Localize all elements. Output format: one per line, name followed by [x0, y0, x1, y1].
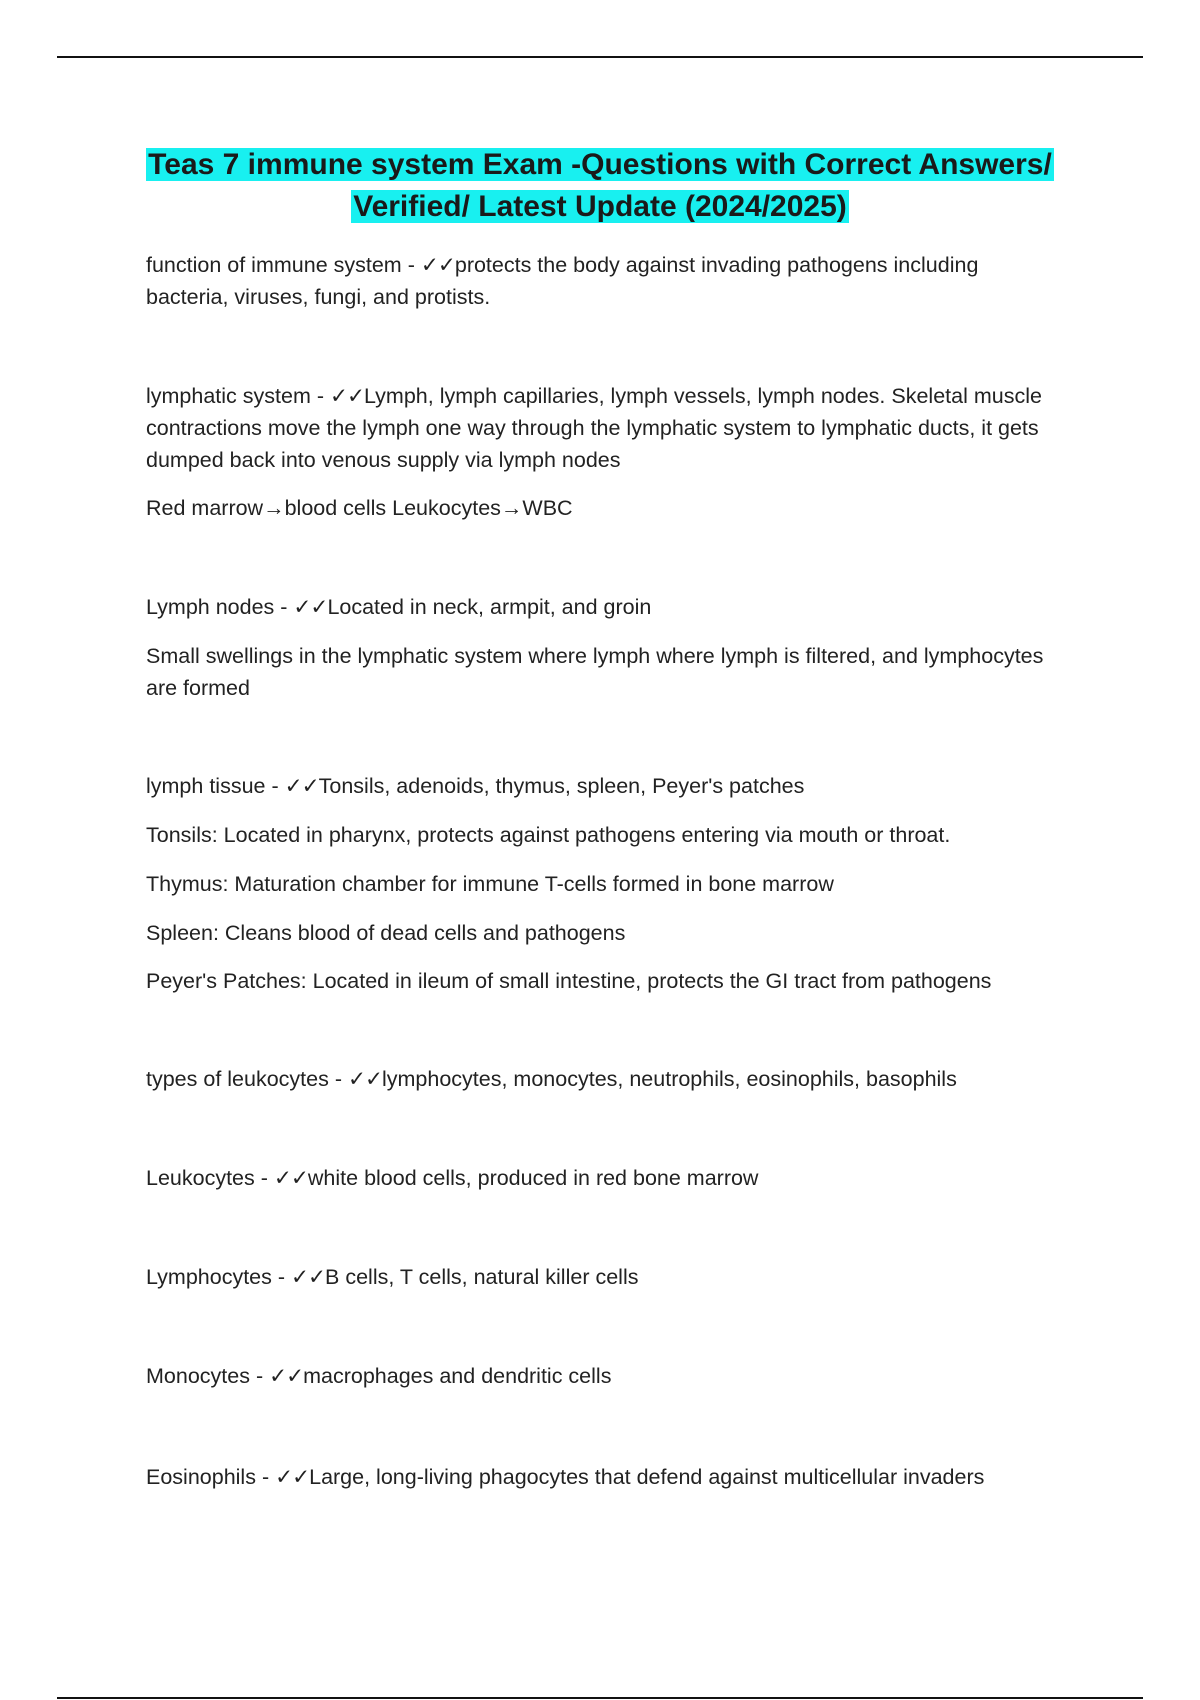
term: types of leukocytes [146, 1067, 329, 1091]
answer: Tonsils, adenoids, thymus, spleen, Peyer's patches [318, 774, 805, 798]
title-line-1: Teas 7 immune system Exam -Questions with Correct Answers/ [148, 148, 1052, 181]
double-check-icon: ✓✓ [347, 1067, 382, 1091]
qa-entry: Eosinophils - ✓✓Large, long-living phagocytes that defend against multicellular invaders [146, 1465, 985, 1489]
bottom-rule [57, 1697, 1143, 1699]
double-check-icon: ✓✓ [275, 1465, 310, 1489]
term: function of immune system [146, 253, 402, 277]
answer: Lymph, lymph capillaries, lymph vessels, lymph nodes. Skeletal muscle contractions move the lymph one way through the lymphatic system to lymphatic ducts, it gets dumped back into venous supply via lymph nodes [146, 384, 1042, 472]
term: Eosinophils [146, 1465, 256, 1489]
qa-entry: function of immune system - ✓✓protects the body against invading pathogens including bacteria, viruses, fungi, and protists. [146, 253, 979, 309]
qa-entry: Lymph nodes - ✓✓Located in neck, armpit, and groin [146, 595, 652, 619]
double-check-icon: ✓✓ [290, 1265, 326, 1289]
answer: white blood cells, produced in red bone marrow [307, 1166, 759, 1190]
answer: Large, long-living phagocytes that defend against multicellular invaders [309, 1465, 985, 1489]
double-check-icon: ✓✓ [269, 1364, 304, 1388]
double-check-icon: ✓✓ [293, 595, 328, 619]
document-title [0, 144, 1200, 228]
term: Lymphocytes [146, 1265, 272, 1289]
term: Leukocytes [146, 1166, 255, 1190]
note-thymus: Thymus: Maturation chamber for immune T-cells formed in bone marrow [146, 872, 834, 896]
note-spleen: Spleen: Cleans blood of dead cells and pathogens [146, 921, 626, 945]
double-check-icon: ✓✓ [420, 253, 455, 277]
answer: B cells, T cells, natural killer cells [325, 1265, 639, 1289]
answer: protects the body against invading pathogens including bacteria, viruses, fungi, and protists. [146, 253, 979, 309]
answer: lymphocytes, monocytes, neutrophils, eosinophils, basophils [382, 1067, 957, 1091]
answer: macrophages and dendritic cells [303, 1364, 612, 1388]
qa-entry: Monocytes - ✓✓macrophages and dendritic cells [146, 1364, 612, 1388]
answer: Located in neck, armpit, and groin [327, 595, 652, 619]
double-check-icon: ✓✓ [329, 384, 365, 408]
title-line-2: Verified/ Latest Update (2024/2025) [353, 190, 847, 223]
note-swellings: Small swellings in the lymphatic system where lymph where lymph is filtered, and lymphocytes are formed [146, 644, 1044, 700]
term: lymph tissue [146, 774, 266, 798]
note-tonsils: Tonsils: Located in pharynx, protects against pathogens entering via mouth or throat. [146, 823, 951, 847]
term: Monocytes [146, 1364, 250, 1388]
double-check-icon: ✓✓ [273, 1166, 308, 1190]
qa-entry: lymph tissue - ✓✓Tonsils, adenoids, thymus, spleen, Peyer's patches [146, 774, 805, 798]
qa-entry: lymphatic system - ✓✓Lymph, lymph capillaries, lymph vessels, lymph nodes. Skeletal muscle contractions move the lymph one way through the lymphatic system to lymphatic ducts, it gets dumped back into venous supply via lymph nodes [146, 384, 1042, 472]
qa-entry: Lymphocytes - ✓✓B cells, T cells, natural killer cells [146, 1265, 639, 1289]
note-marrow: Red marrow→blood cells Leukocytes→WBC [146, 496, 573, 520]
qa-entry: types of leukocytes - ✓✓lymphocytes, monocytes, neutrophils, eosinophils, basophils [146, 1067, 957, 1091]
term: lymphatic system [146, 384, 311, 408]
term: Lymph nodes [146, 595, 275, 619]
note-peyers: Peyer's Patches: Located in ileum of small intestine, protects the GI tract from pathogens [146, 969, 992, 993]
top-rule [57, 56, 1143, 58]
double-check-icon: ✓✓ [284, 774, 319, 798]
qa-entry: Leukocytes - ✓✓white blood cells, produced in red bone marrow [146, 1166, 759, 1190]
